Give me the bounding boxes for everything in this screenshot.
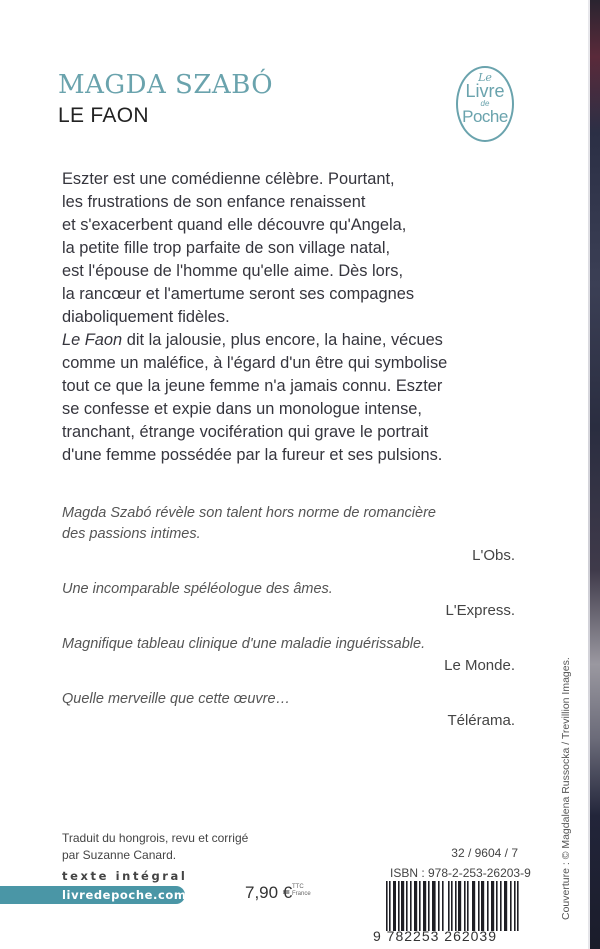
synopsis-line: comme un maléfice, à l'égard d'un être qui symbolise (62, 354, 448, 372)
author-name: MAGDA SZABÓ (58, 70, 274, 100)
translator-note (62, 830, 248, 864)
translator-line: par Suzanne Canard. (62, 848, 177, 862)
press-quote (62, 634, 515, 676)
book-spine-edge (590, 0, 600, 949)
synopsis-line-rest: dit la jalousie, plus encore, la haine, vécues (122, 331, 443, 349)
quote-line: Magnifique tableau clinique d'une maladie inguérissable. (62, 636, 426, 652)
logo-livre: Livre (465, 81, 505, 101)
cover-credit: Couverture : © Magdalena Russocka / Trevillion Images. (560, 657, 572, 920)
synopsis-line: tranchant, étrange vocifération qui grave le portrait (62, 423, 429, 441)
synopsis-italic-title: Le Faon (62, 331, 123, 349)
synopsis-line: la petite fille trop parfaite de son village natal, (62, 239, 391, 257)
quote-source: L'Express. (445, 602, 515, 619)
quote-text (62, 634, 515, 655)
integral-text-label: texte intégral (62, 869, 188, 883)
synopsis-line: tout ce que la jeune femme n'a jamais connu. Eszter (62, 377, 443, 395)
press-quote (62, 503, 515, 566)
book-title: LE FAON (58, 104, 149, 127)
quote-source: L'Obs. (472, 547, 515, 564)
press-quote (62, 689, 515, 731)
synopsis-line: la rancœur et l'amertume seront ses compagnes (62, 285, 415, 303)
publisher-logo (456, 66, 514, 142)
quote-line: des passions intimes. (62, 526, 201, 542)
synopsis-line: se confesse et expie dans un monologue intense, (62, 400, 422, 418)
price-ttc: TTC (292, 884, 304, 890)
synopsis-line: diaboliquement fidèles. (62, 308, 230, 326)
quote-line: Une incomparable spéléologue des âmes. (62, 581, 333, 597)
price: 7,90 € (245, 883, 293, 902)
barcode-digits: 9 782253 262039 (373, 928, 497, 944)
synopsis-line (62, 329, 542, 352)
price-country: France (292, 891, 311, 897)
synopsis-line: Eszter est une comédienne célèbre. Pourtant, (62, 170, 395, 188)
quote-source: Le Monde. (444, 657, 515, 674)
synopsis (62, 168, 542, 467)
logo-de: de (480, 99, 490, 108)
logo-le: Le (478, 71, 492, 84)
quote-text (62, 503, 515, 545)
logo-poche: Poche (462, 107, 508, 126)
price-tax-note (292, 884, 311, 898)
spine-shadow (588, 0, 590, 949)
website-link[interactable]: livredepoche.com (0, 886, 185, 904)
barcode-bars-icon (386, 881, 522, 931)
press-quotes (62, 503, 515, 744)
press-quote (62, 579, 515, 621)
quote-line: Magda Szabó révèle son talent hors norme de romancière (62, 505, 436, 521)
catalog-code: 32 / 9604 / 7 (451, 846, 518, 860)
quote-line: Quelle merveille que cette œuvre… (62, 691, 291, 707)
synopsis-line: et s'exacerbent quand elle découvre qu'Angela, (62, 216, 407, 234)
synopsis-line: les frustrations de son enfance renaissent (62, 193, 366, 211)
quote-text (62, 579, 515, 600)
isbn: ISBN : 978-2-253-26203-9 (390, 866, 531, 880)
translator-line: Traduit du hongrois, revu et corrigé (62, 831, 249, 845)
synopsis-line: est l'épouse de l'homme qu'elle aime. Dès lors, (62, 262, 404, 280)
quote-source: Télérama. (447, 712, 515, 729)
quote-text (62, 689, 515, 710)
synopsis-line: d'une femme possédée par la fureur et ses pulsions. (62, 446, 443, 464)
